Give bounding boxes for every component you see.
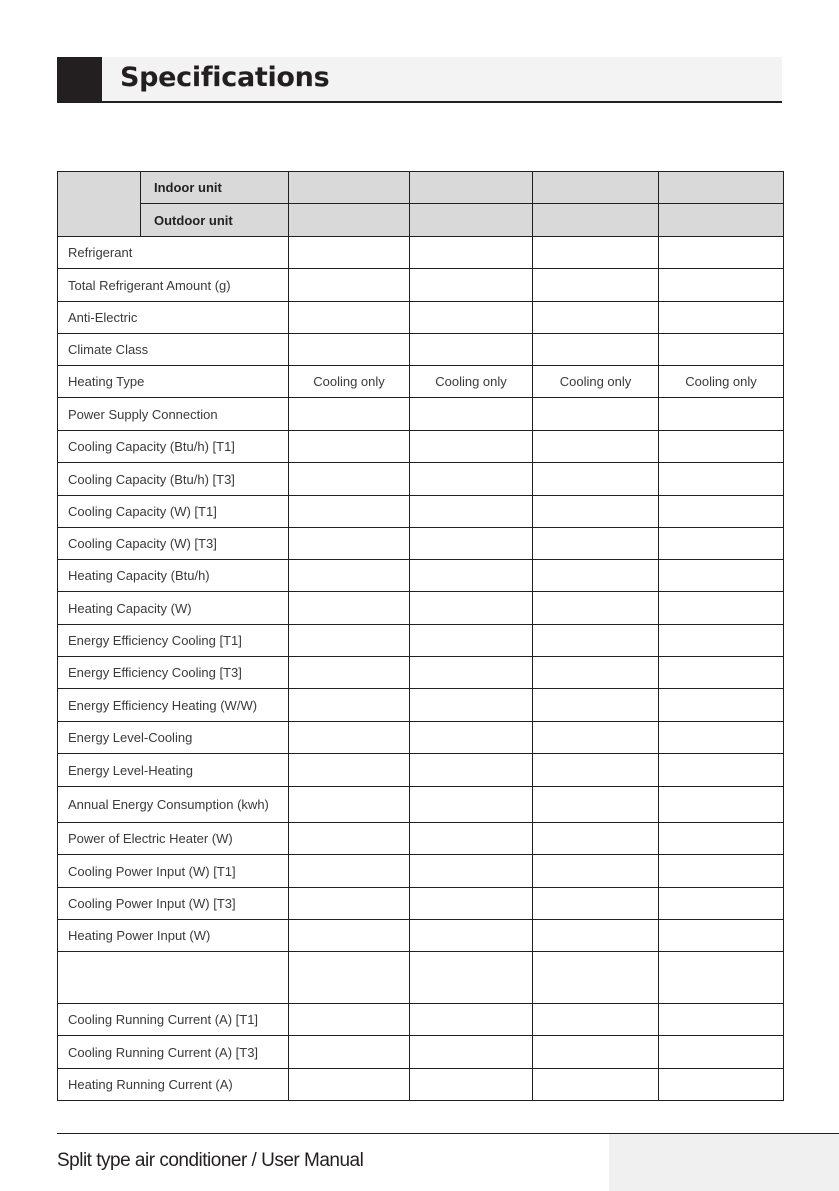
row-label: Cooling Capacity (W) [T1] bbox=[58, 496, 289, 528]
value-cell bbox=[289, 787, 410, 823]
title-underline bbox=[57, 101, 782, 103]
row-label: Anti-Electric bbox=[58, 302, 289, 334]
value-cell bbox=[410, 689, 533, 722]
value-cell bbox=[289, 625, 410, 657]
value-cell bbox=[659, 463, 784, 496]
row-label: Energy Efficiency Cooling [T3] bbox=[58, 657, 289, 689]
value-cell bbox=[410, 888, 533, 920]
row-label: Heating Power Input (W) bbox=[58, 920, 289, 952]
value-cell bbox=[289, 302, 410, 334]
row-label: Cooling Capacity (W) [T3] bbox=[58, 528, 289, 560]
indoor-unit-label: Indoor unit bbox=[141, 172, 289, 204]
row-label: Total Refrigerant Amount (g) bbox=[58, 269, 289, 302]
table-row bbox=[58, 952, 784, 1004]
row-label: Energy Level-Cooling bbox=[58, 722, 289, 754]
value-cell bbox=[410, 560, 533, 592]
value-cell: Cooling only bbox=[533, 366, 659, 398]
value-cell bbox=[533, 431, 659, 463]
table-row bbox=[58, 592, 784, 625]
value-cell bbox=[533, 754, 659, 787]
value-cell bbox=[289, 920, 410, 952]
value-cell bbox=[533, 1069, 659, 1101]
value-cell bbox=[659, 560, 784, 592]
header-cell bbox=[533, 172, 659, 204]
value-cell bbox=[410, 463, 533, 496]
value-cell bbox=[410, 657, 533, 689]
value-cell bbox=[410, 823, 533, 855]
value-cell bbox=[533, 920, 659, 952]
value-cell bbox=[410, 855, 533, 888]
value-cell bbox=[659, 920, 784, 952]
value-cell bbox=[659, 528, 784, 560]
table-row bbox=[58, 496, 784, 528]
table-row bbox=[58, 920, 784, 952]
value-cell bbox=[289, 334, 410, 366]
header-cell bbox=[289, 172, 410, 204]
table-row bbox=[58, 334, 784, 366]
outdoor-unit-label: Outdoor unit bbox=[141, 204, 289, 237]
value-cell bbox=[289, 463, 410, 496]
value-cell bbox=[289, 592, 410, 625]
value-cell bbox=[659, 657, 784, 689]
value-cell bbox=[533, 952, 659, 1004]
value-cell bbox=[533, 689, 659, 722]
value-cell bbox=[289, 237, 410, 269]
section-marker-block bbox=[57, 57, 102, 102]
value-cell bbox=[533, 1004, 659, 1036]
page-number-box bbox=[609, 1134, 839, 1191]
header-cell bbox=[289, 204, 410, 237]
value-cell bbox=[533, 823, 659, 855]
value-cell bbox=[533, 722, 659, 754]
value-cell bbox=[533, 496, 659, 528]
value-cell bbox=[410, 625, 533, 657]
value-cell bbox=[659, 496, 784, 528]
row-label: Heating Type bbox=[58, 366, 289, 398]
table-row bbox=[58, 1004, 784, 1036]
row-label: Energy Level-Heating bbox=[58, 754, 289, 787]
section-header bbox=[57, 57, 782, 102]
value-cell bbox=[410, 334, 533, 366]
header-cell bbox=[410, 172, 533, 204]
row-label: Cooling Power Input (W) [T1] bbox=[58, 855, 289, 888]
table-row bbox=[58, 689, 784, 722]
value-cell bbox=[533, 625, 659, 657]
value-cell bbox=[410, 920, 533, 952]
row-label: Cooling Capacity (Btu/h) [T3] bbox=[58, 463, 289, 496]
value-cell bbox=[659, 1069, 784, 1101]
value-cell bbox=[533, 237, 659, 269]
value-cell bbox=[659, 431, 784, 463]
value-cell bbox=[659, 625, 784, 657]
value-cell bbox=[289, 823, 410, 855]
table-row bbox=[58, 823, 784, 855]
value-cell bbox=[533, 855, 659, 888]
value-cell bbox=[410, 1036, 533, 1069]
value-cell bbox=[410, 754, 533, 787]
value-cell bbox=[289, 722, 410, 754]
value-cell bbox=[289, 657, 410, 689]
value-cell bbox=[289, 888, 410, 920]
table-row bbox=[58, 431, 784, 463]
value-cell bbox=[533, 528, 659, 560]
header-corner-cell bbox=[58, 172, 141, 237]
value-cell: Cooling only bbox=[289, 366, 410, 398]
row-label: Annual Energy Consumption (kwh) bbox=[58, 787, 289, 823]
header-cell bbox=[533, 204, 659, 237]
table-row bbox=[58, 269, 784, 302]
page-title: Specifications bbox=[120, 62, 330, 93]
row-label: Heating Running Current (A) bbox=[58, 1069, 289, 1101]
value-cell bbox=[289, 528, 410, 560]
value-cell bbox=[289, 689, 410, 722]
table-row bbox=[58, 754, 784, 787]
table-row bbox=[58, 398, 784, 431]
value-cell bbox=[410, 1069, 533, 1101]
table-row bbox=[58, 787, 784, 823]
header-cell bbox=[659, 204, 784, 237]
value-cell bbox=[659, 1036, 784, 1069]
table-row bbox=[58, 528, 784, 560]
value-cell bbox=[659, 722, 784, 754]
table-row bbox=[58, 1036, 784, 1069]
value-cell bbox=[410, 302, 533, 334]
value-cell bbox=[289, 398, 410, 431]
value-cell bbox=[289, 1036, 410, 1069]
table-row bbox=[58, 366, 784, 398]
value-cell bbox=[659, 823, 784, 855]
row-label: Energy Efficiency Heating (W/W) bbox=[58, 689, 289, 722]
value-cell bbox=[659, 237, 784, 269]
value-cell bbox=[659, 592, 784, 625]
value-cell bbox=[410, 237, 533, 269]
value-cell bbox=[410, 431, 533, 463]
value-cell bbox=[659, 952, 784, 1004]
value-cell bbox=[410, 787, 533, 823]
value-cell bbox=[533, 560, 659, 592]
value-cell bbox=[289, 496, 410, 528]
table-row bbox=[58, 1069, 784, 1101]
table-row bbox=[58, 888, 784, 920]
table-row bbox=[58, 302, 784, 334]
row-label: Cooling Running Current (A) [T3] bbox=[58, 1036, 289, 1069]
header-cell bbox=[410, 204, 533, 237]
table-row bbox=[58, 625, 784, 657]
value-cell bbox=[289, 754, 410, 787]
value-cell bbox=[659, 888, 784, 920]
row-label: Heating Capacity (W) bbox=[58, 592, 289, 625]
value-cell bbox=[410, 592, 533, 625]
row-label bbox=[58, 952, 289, 1004]
value-cell bbox=[659, 334, 784, 366]
value-cell bbox=[533, 269, 659, 302]
value-cell: Cooling only bbox=[659, 366, 784, 398]
header-row-outdoor bbox=[58, 204, 784, 237]
value-cell bbox=[410, 269, 533, 302]
table-row bbox=[58, 722, 784, 754]
value-cell bbox=[659, 689, 784, 722]
value-cell bbox=[533, 787, 659, 823]
value-cell: Cooling only bbox=[410, 366, 533, 398]
row-label: Power of Electric Heater (W) bbox=[58, 823, 289, 855]
value-cell bbox=[410, 398, 533, 431]
value-cell bbox=[410, 496, 533, 528]
value-cell bbox=[659, 1004, 784, 1036]
value-cell bbox=[659, 398, 784, 431]
row-label: Heating Capacity (Btu/h) bbox=[58, 560, 289, 592]
value-cell bbox=[289, 1069, 410, 1101]
value-cell bbox=[410, 528, 533, 560]
value-cell bbox=[533, 657, 659, 689]
value-cell bbox=[410, 952, 533, 1004]
value-cell bbox=[410, 1004, 533, 1036]
row-label: Cooling Running Current (A) [T1] bbox=[58, 1004, 289, 1036]
table-row bbox=[58, 855, 784, 888]
row-label: Refrigerant bbox=[58, 237, 289, 269]
row-label: Cooling Capacity (Btu/h) [T1] bbox=[58, 431, 289, 463]
table-row bbox=[58, 237, 784, 269]
value-cell bbox=[289, 1004, 410, 1036]
specifications-table bbox=[57, 171, 784, 1101]
value-cell bbox=[289, 431, 410, 463]
row-label: Climate Class bbox=[58, 334, 289, 366]
value-cell bbox=[659, 754, 784, 787]
row-label: Power Supply Connection bbox=[58, 398, 289, 431]
value-cell bbox=[533, 1036, 659, 1069]
value-cell bbox=[289, 855, 410, 888]
table-row bbox=[58, 463, 784, 496]
value-cell bbox=[410, 722, 533, 754]
value-cell bbox=[533, 888, 659, 920]
table-row bbox=[58, 657, 784, 689]
row-label: Cooling Power Input (W) [T3] bbox=[58, 888, 289, 920]
value-cell bbox=[659, 269, 784, 302]
value-cell bbox=[289, 560, 410, 592]
value-cell bbox=[659, 787, 784, 823]
value-cell bbox=[533, 592, 659, 625]
header-row-indoor bbox=[58, 172, 784, 204]
value-cell bbox=[533, 334, 659, 366]
value-cell bbox=[533, 302, 659, 334]
value-cell bbox=[533, 398, 659, 431]
footer-title: Split type air conditioner / User Manual bbox=[57, 1150, 364, 1171]
value-cell bbox=[533, 463, 659, 496]
value-cell bbox=[659, 302, 784, 334]
row-label: Energy Efficiency Cooling [T1] bbox=[58, 625, 289, 657]
value-cell bbox=[289, 952, 410, 1004]
value-cell bbox=[289, 269, 410, 302]
header-cell bbox=[659, 172, 784, 204]
table-row bbox=[58, 560, 784, 592]
value-cell bbox=[659, 855, 784, 888]
